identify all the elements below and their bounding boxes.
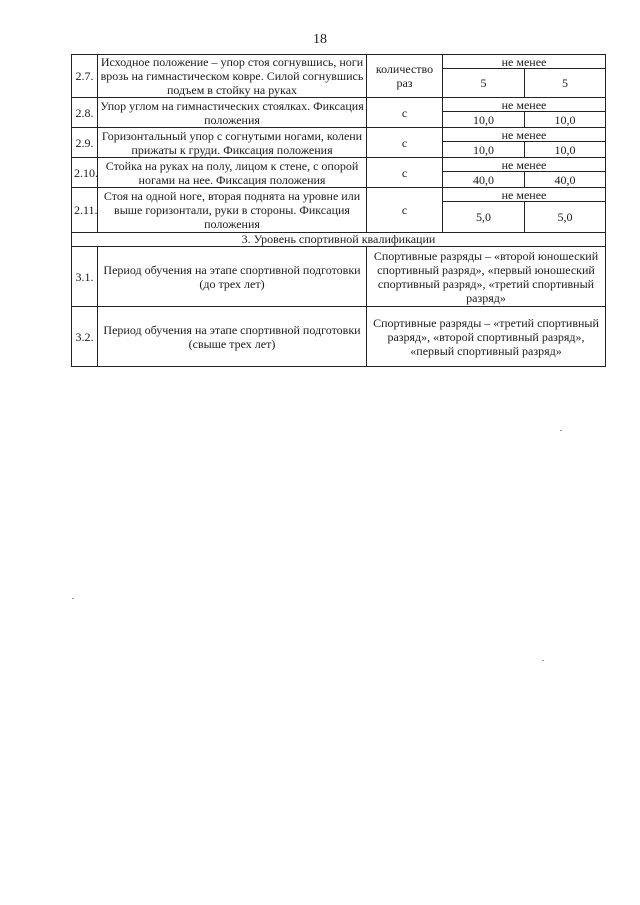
norm-header: не менее: [443, 128, 606, 142]
table-row: [72, 128, 606, 142]
row-number: 2.9.: [72, 128, 98, 158]
table-row: [72, 233, 606, 247]
unit-cell: с: [367, 98, 443, 128]
table-row: [72, 188, 606, 202]
page-number: 18: [313, 32, 327, 47]
unit-cell: с: [367, 188, 443, 233]
norm-value-2: 10,0: [525, 142, 606, 158]
period-cell: Период обучения на этапе спортивной подготовки (до трех лет): [98, 247, 367, 307]
norm-value-1: 10,0: [443, 112, 525, 128]
row-number: 2.8.: [72, 98, 98, 128]
norms-table: [71, 54, 606, 367]
norm-header: не менее: [443, 188, 606, 202]
scan-speck: [542, 660, 544, 661]
norm-value-1: 10,0: [443, 142, 525, 158]
table-row: [72, 247, 606, 307]
norm-value-2: 5,0: [525, 202, 606, 233]
section-title: 3. Уровень спортивной квалификации: [72, 233, 606, 247]
norm-header: не менее: [443, 55, 606, 69]
exercise-cell: Горизонтальный упор с согнутыми ногами, колени прижаты к груди. Фиксация положения: [98, 128, 367, 158]
table-row: [72, 55, 606, 69]
norm-value-1: 5,0: [443, 202, 525, 233]
norm-header: не менее: [443, 158, 606, 172]
exercise-cell: Стоя на одной ноге, вторая поднята на уровне или выше горизонтали, руки в стороны. Фиксация положения: [98, 188, 367, 233]
norm-value-1: 5: [443, 69, 525, 98]
norm-value-2: 5: [525, 69, 606, 98]
requirement-cell: Спортивные разряды – «второй юношеский спортивный разряд», «первый юношеский спортивный разряд», «третий спортивный разряд»: [367, 247, 606, 307]
row-number: 2.11.: [72, 188, 98, 233]
exercise-cell: Упор углом на гимнастических стоялках. Фиксация положения: [98, 98, 367, 128]
unit-cell: количество раз: [367, 55, 443, 98]
scan-speck: [560, 430, 562, 431]
norm-value-2: 40,0: [525, 172, 606, 188]
row-number: 3.1.: [72, 247, 98, 307]
unit-cell: с: [367, 128, 443, 158]
norm-value-1: 40,0: [443, 172, 525, 188]
scan-speck: [72, 598, 74, 599]
norm-value-2: 10,0: [525, 112, 606, 128]
row-number: 2.7.: [72, 55, 98, 98]
row-number: 3.2.: [72, 307, 98, 367]
requirement-cell: Спортивные разряды – «третий спортивный разряд», «второй спортивный разряд», «первый спортивный разряд»: [367, 307, 606, 367]
row-number: 2.10.: [72, 158, 98, 188]
exercise-cell: Стойка на руках на полу, лицом к стене, с опорой ногами на нее. Фиксация положения: [98, 158, 367, 188]
exercise-cell: Исходное положение – упор стоя согнувшись, ноги врозь на гимнастическом ковре. Силой согнувшись подъем в стойку на руках: [98, 55, 367, 98]
table-row: [72, 98, 606, 112]
period-cell: Период обучения на этапе спортивной подготовки (свыше трех лет): [98, 307, 367, 367]
table-row: [72, 158, 606, 172]
unit-cell: с: [367, 158, 443, 188]
norm-header: не менее: [443, 98, 606, 112]
table-row: [72, 307, 606, 367]
